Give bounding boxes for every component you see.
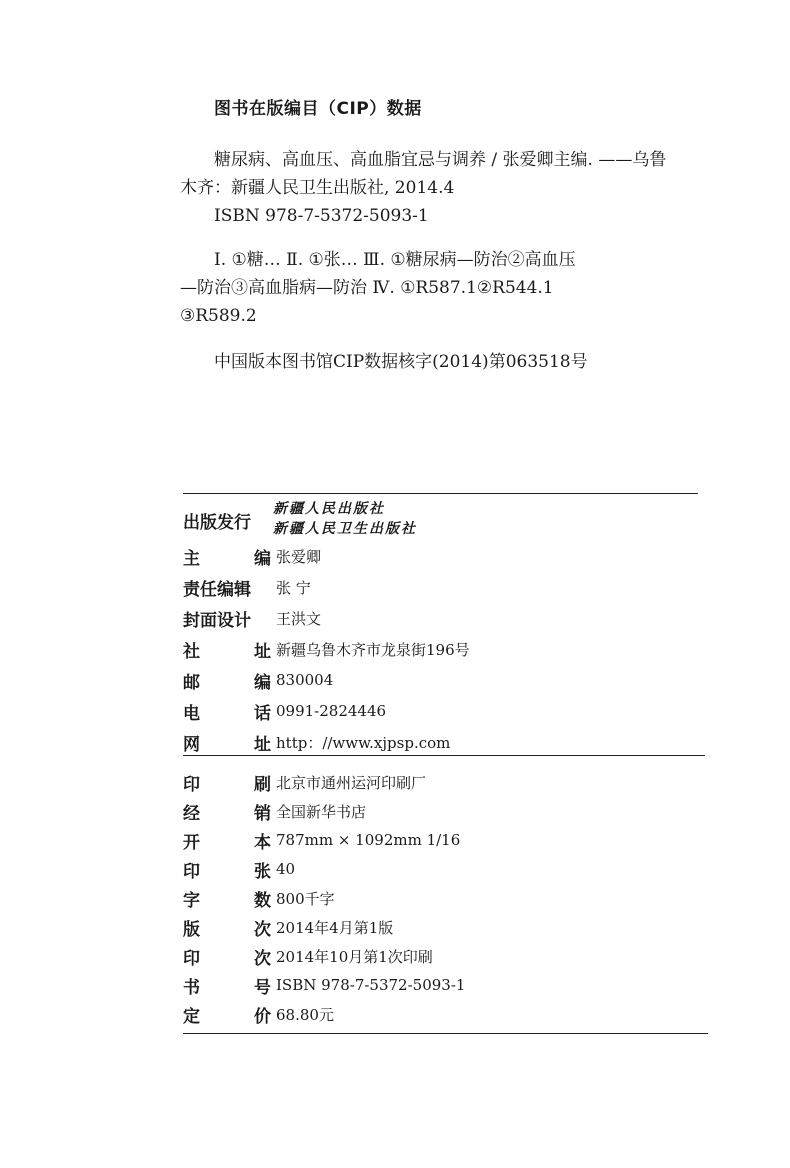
info-label: 社 址 xyxy=(183,641,271,662)
cip-isbn-line: ISBN 978-7-5372-5093-1 xyxy=(214,206,429,226)
info-label: 经 销 xyxy=(183,803,271,824)
info-label: 定 价 xyxy=(183,1006,271,1027)
info-label: 电 话 xyxy=(183,703,271,724)
info-value: 2014年4月第1版 xyxy=(276,918,394,937)
info-label: 印 次 xyxy=(183,948,271,969)
top-rule xyxy=(183,493,698,494)
info-label: 责任编辑 xyxy=(183,579,251,600)
info-value: http：//www.xjpsp.com xyxy=(276,733,451,752)
middle-rule xyxy=(183,755,705,756)
info-row xyxy=(183,913,393,941)
info-row xyxy=(183,573,311,601)
info-value: 张爱卿 xyxy=(276,547,322,566)
info-label: 邮 编 xyxy=(183,672,271,693)
info-value: 800千字 xyxy=(276,889,335,908)
cip-record-number: 中国版本图书馆CIP数据核字(2014)第063518号 xyxy=(214,352,588,372)
publisher-label: 出版发行 xyxy=(183,512,251,533)
info-label: 版 次 xyxy=(183,919,271,940)
info-row xyxy=(183,697,386,725)
info-label: 开 本 xyxy=(183,832,271,853)
info-label: 封面设计 xyxy=(183,610,251,631)
bottom-rule xyxy=(183,1033,708,1034)
info-label: 网 址 xyxy=(183,734,271,755)
info-value: 830004 xyxy=(276,671,334,689)
info-value: 0991-2824446 xyxy=(276,702,387,720)
publisher-row xyxy=(183,506,271,534)
info-row xyxy=(183,942,433,970)
info-value: 787mm × 1092mm 1/16 xyxy=(276,831,461,849)
info-value: 张 宁 xyxy=(276,578,311,597)
info-value: 2014年10月第1次印刷 xyxy=(276,947,433,966)
info-value: 40 xyxy=(276,860,296,878)
info-row xyxy=(183,666,333,694)
publisher-name-2: 新疆人民卫生出版社 xyxy=(273,521,417,537)
info-value: 王洪文 xyxy=(276,609,322,628)
info-value: 新疆乌鲁木齐市龙泉街196号 xyxy=(276,640,470,659)
publisher-name-1: 新疆人民出版社 xyxy=(273,501,385,517)
info-value: 北京市通州运河印刷厂 xyxy=(276,773,427,792)
info-value: 68.80元 xyxy=(276,1005,334,1024)
cip-class-line-2: —防治③高血脂病—防治 Ⅳ. ①R587.1②R544.1 xyxy=(180,278,554,298)
info-label: 印 刷 xyxy=(183,774,271,795)
cip-title-line-1: 糖尿病、高血压、高血脂宜忌与调养 / 张爱卿主编. ——乌鲁 xyxy=(214,150,667,170)
info-label: 书 号 xyxy=(183,977,271,998)
info-row xyxy=(183,635,470,663)
info-row xyxy=(183,768,426,796)
info-row xyxy=(183,971,465,999)
info-label: 主 编 xyxy=(183,548,271,569)
cip-title-line-2: 木齐：新疆人民卫生出版社, 2014.4 xyxy=(180,178,455,198)
info-row xyxy=(183,797,366,825)
cip-heading: 图书在版编目（CIP）数据 xyxy=(214,99,422,119)
info-label: 印 张 xyxy=(183,861,271,882)
info-row xyxy=(183,884,335,912)
info-row xyxy=(183,728,450,756)
cip-class-line-3: ③R589.2 xyxy=(180,306,257,326)
info-row xyxy=(183,826,460,854)
cip-class-line-1: Ⅰ. ①糖… Ⅱ. ①张… Ⅲ. ①糖尿病—防治②高血压 xyxy=(214,250,576,270)
info-row xyxy=(183,604,321,632)
info-value: 全国新华书店 xyxy=(276,802,367,821)
info-row xyxy=(183,855,295,883)
info-value: ISBN 978-7-5372-5093-1 xyxy=(276,976,466,994)
info-label: 字 数 xyxy=(183,890,271,911)
info-row xyxy=(183,542,321,570)
info-row xyxy=(183,1000,334,1028)
